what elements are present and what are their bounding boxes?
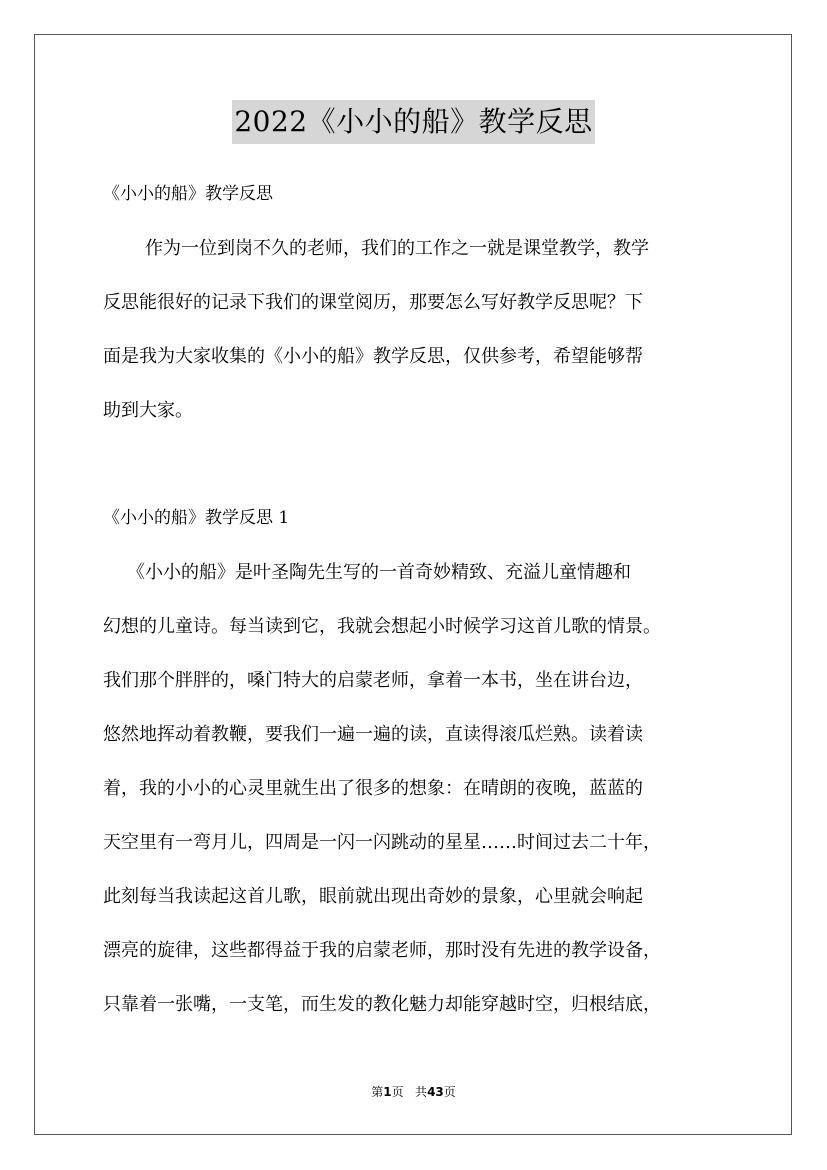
section-1-line-8: 漂亮的旋律，这些都得益于我的启蒙老师，那时没有先进的教学设备，: [103, 940, 661, 961]
title-container: [0, 100, 827, 144]
footer-total-prefix: 共: [415, 1085, 428, 1099]
intro-line-3: 面是我为大家收集的《小小的船》教学反思，仅供参考，希望能够帮: [103, 346, 643, 367]
section-1-heading: 《小小的船》教学反思 1: [103, 508, 290, 528]
section-1-line-3: 我们那个胖胖的，嗓门特大的启蒙老师，拿着一本书，坐在讲台边，: [103, 670, 643, 691]
footer-page-suffix: 页: [391, 1085, 404, 1099]
section-1-line-5: 着，我的小小的心灵里就生出了很多的想象：在晴朗的夜晚，蓝蓝的: [103, 778, 643, 799]
footer-page-number: 1: [383, 1085, 392, 1099]
intro-line-4: 助到大家。: [103, 400, 193, 421]
section-1-line-7: 此刻每当我读起这首儿歌，眼前就出现出奇妙的景象，心里就会响起: [103, 886, 643, 907]
section-1-line-6: 天空里有一弯月儿，四周是一闪一闪跳动的星星……时间过去二十年，: [103, 832, 661, 853]
footer-prefix: 第: [371, 1085, 384, 1099]
footer-total-suffix: 页: [443, 1085, 456, 1099]
intro-line-1: 作为一位到岗不久的老师，我们的工作之一就是课堂教学，教学: [145, 238, 649, 259]
document-title: 2022《小小的船》教学反思: [232, 100, 594, 144]
section-1-line-9: 只靠着一张嘴，一支笔，而生发的教化魅力却能穿越时空，归根结底，: [103, 994, 661, 1015]
page-footer: [0, 1083, 827, 1100]
footer-total-pages: 43: [427, 1085, 444, 1099]
intro-heading: 《小小的船》教学反思: [103, 184, 273, 204]
section-1-line-1: 《小小的船》是叶圣陶先生写的一首奇妙精致、充溢儿童情趣和: [127, 562, 631, 583]
section-1-line-2: 幻想的儿童诗。每当读到它，我就会想起小时候学习这首儿歌的情景。: [103, 616, 661, 637]
section-1-line-4: 悠然地挥动着教鞭，要我们一遍一遍的读，直读得滚瓜烂熟。读着读: [103, 724, 643, 745]
intro-line-2: 反思能很好的记录下我们的课堂阅历，那要怎么写好教学反思呢？下: [103, 292, 643, 313]
